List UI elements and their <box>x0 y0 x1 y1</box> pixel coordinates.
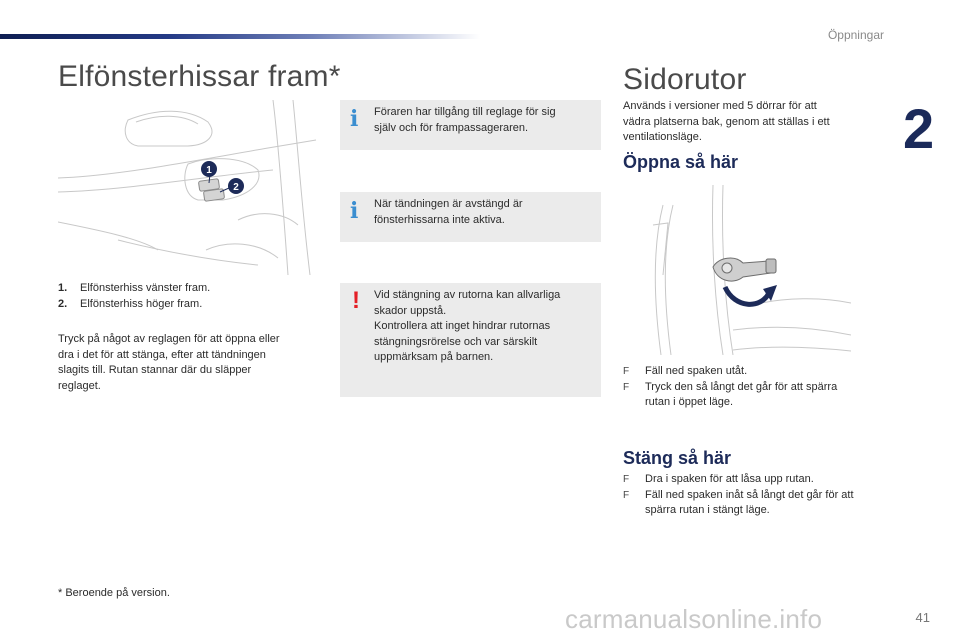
rear-window-latch-illustration <box>623 185 851 355</box>
window-switch-illustration <box>58 100 320 275</box>
intro-line: Används i versioner med 5 dörrar för att <box>623 100 817 112</box>
left-title: Elfönsterhissar fram* <box>58 60 341 93</box>
info-line: fönsterhissarna inte aktiva. <box>374 213 505 226</box>
close-steps <box>623 472 854 519</box>
right-title: Sidorutor <box>623 63 747 96</box>
door-panel-drawing <box>58 100 320 275</box>
paragraph-line: dra i det för att stänga, efter att tändningen <box>58 348 266 361</box>
info-box-driver-controls <box>340 100 601 150</box>
legend-item-number: 1. <box>58 282 68 294</box>
latch-drawing <box>623 185 851 355</box>
legend-item <box>58 297 210 313</box>
step-line: spärra rutan i stängt läge. <box>645 504 770 516</box>
info-icon: i <box>350 106 359 132</box>
legend-list <box>58 281 210 312</box>
warning-line: stängningsrörelse och var särskilt <box>374 335 538 348</box>
intro-line: vädra platserna bak, genom att ställas i ett <box>623 115 830 128</box>
info-line: själv och för frampassageraren. <box>374 121 529 134</box>
step-bullet: F <box>623 381 630 393</box>
open-heading: Öppna så här <box>623 152 739 172</box>
footnote: * Beroende på version. <box>58 587 170 599</box>
step-bullet: F <box>623 489 630 501</box>
callout-1-label: 1 <box>206 165 212 176</box>
paragraph-line: reglaget. <box>58 379 101 392</box>
step-line: Fäll ned spaken inåt så långt det går för att <box>645 488 854 501</box>
warning-line: skador uppstå. <box>374 304 447 317</box>
legend-item <box>58 281 210 297</box>
rotation-arrow <box>725 287 769 304</box>
left-paragraph <box>58 332 280 394</box>
paragraph-line: Tryck på något av reglagen för att öppna eller <box>58 333 280 345</box>
warning-line: Kontrollera att inget hindrar rutornas <box>374 320 551 332</box>
step-item <box>623 380 837 411</box>
warning-line: Vid stängning av rutorna kan allvarliga <box>374 289 561 301</box>
legend-item-text: Elfönsterhiss höger fram. <box>80 297 203 310</box>
section-label: Öppningar <box>827 28 884 42</box>
info-box-ignition <box>340 192 601 242</box>
warning-icon: ! <box>352 287 360 314</box>
step-line: rutan i öppet läge. <box>645 396 734 408</box>
legend-item-text: Elfönsterhiss vänster fram. <box>80 282 211 294</box>
step-line: Tryck den så långt det går för att spärra <box>645 380 838 393</box>
right-intro <box>623 99 830 146</box>
callout-2-label: 2 <box>233 182 239 193</box>
info-line: När tändningen är avstängd är <box>374 198 523 210</box>
close-heading: Stäng så här <box>623 448 732 468</box>
legend-item-number: 2. <box>58 297 68 310</box>
step-item <box>623 472 854 488</box>
switch-pair <box>198 179 224 202</box>
warning-line: uppmärksam på barnen. <box>374 351 494 363</box>
step-item <box>623 488 854 519</box>
open-steps <box>623 364 837 411</box>
step-line: Fäll ned spaken utåt. <box>645 365 748 377</box>
step-line: Dra i spaken för att låsa upp rutan. <box>645 473 814 485</box>
info-icon: i <box>350 198 359 224</box>
step-item <box>623 364 837 380</box>
intro-line: ventilationsläge. <box>623 131 702 143</box>
page-number: 41 <box>915 610 930 625</box>
paragraph-line: slagits till. Rutan stannar där du släpper <box>58 364 252 376</box>
step-bullet: F <box>623 366 630 377</box>
header-gradient-bar <box>0 34 480 39</box>
chapter-number: 2 <box>903 97 935 160</box>
step-bullet: F <box>623 474 630 485</box>
latch-lever <box>713 258 776 281</box>
info-line: Föraren har tillgång till reglage för sig <box>374 106 556 118</box>
watermark: carmanualsonline.info <box>565 604 823 634</box>
warning-box-closing <box>340 283 601 397</box>
